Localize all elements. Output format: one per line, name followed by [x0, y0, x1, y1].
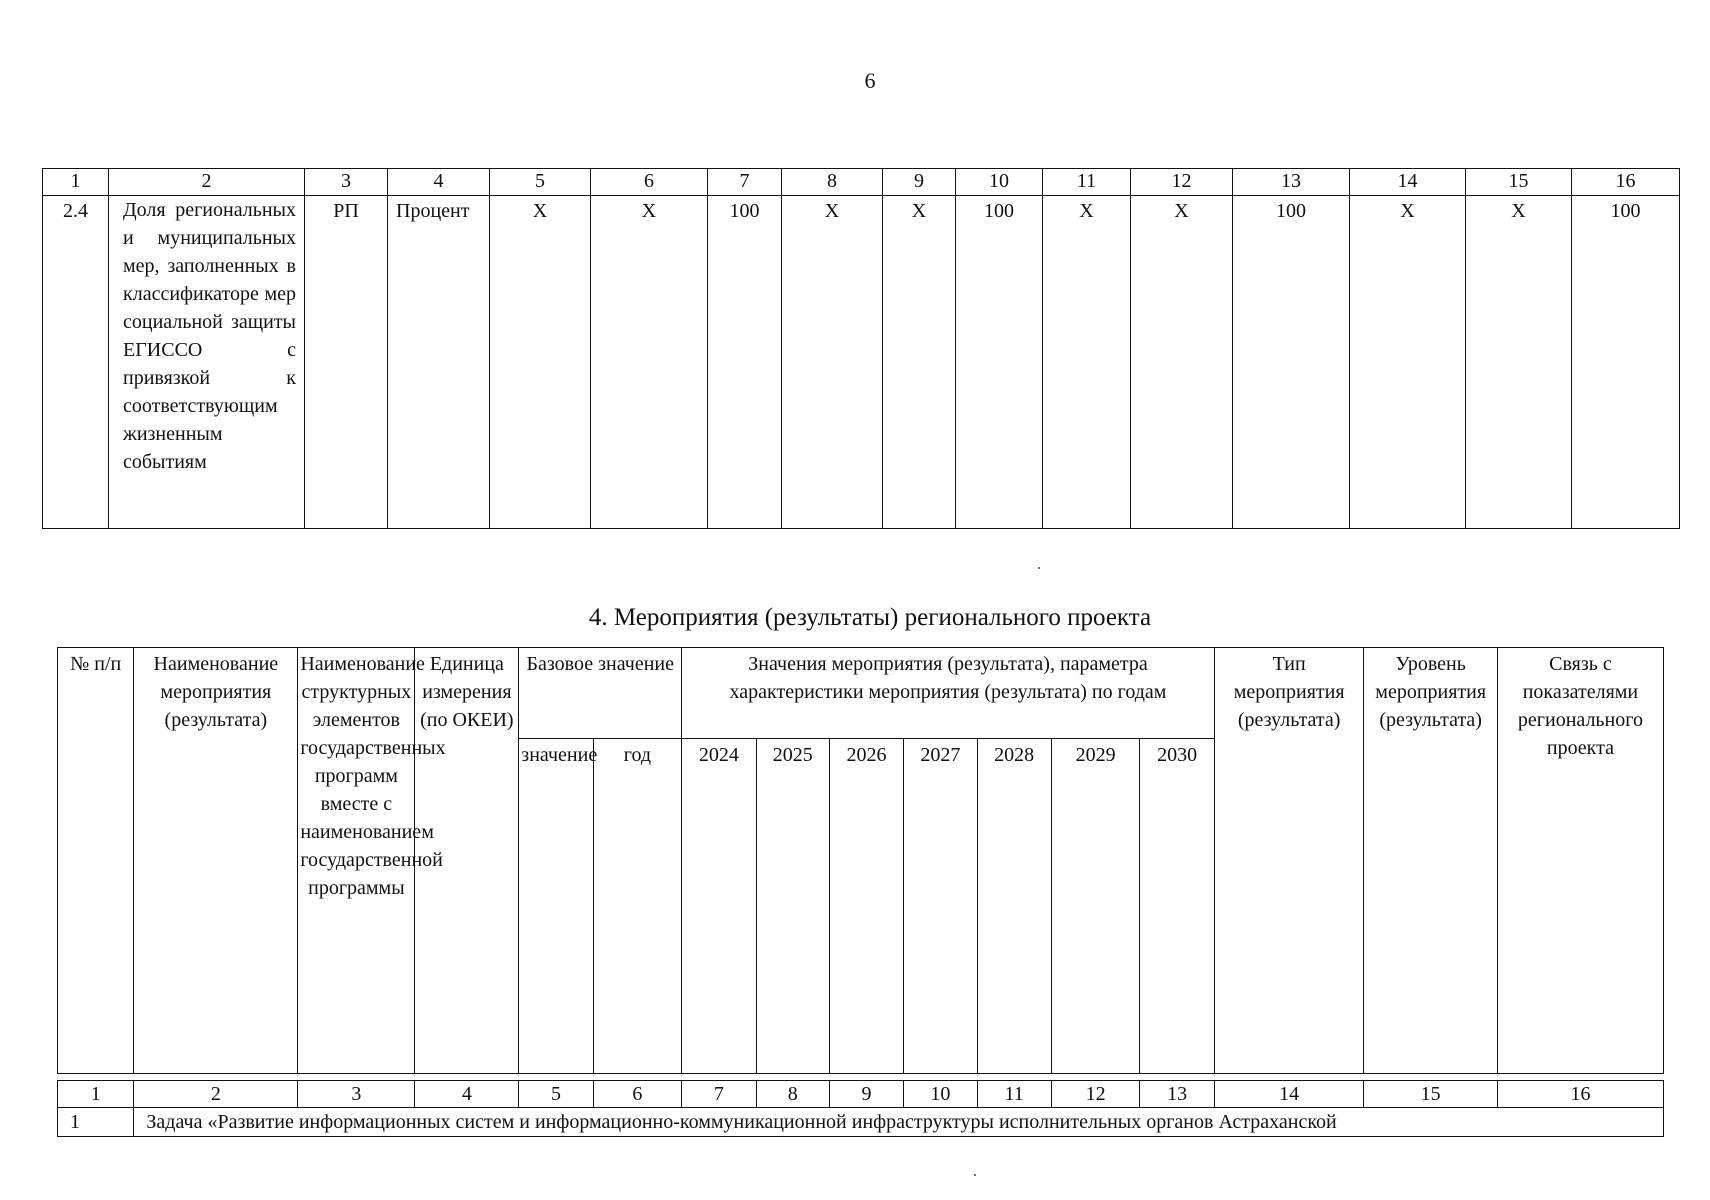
task-number: 1 — [58, 1108, 134, 1137]
header-year: 2026 — [829, 739, 903, 1074]
column-number: 8 — [782, 169, 883, 196]
column-number: 6 — [593, 1081, 682, 1108]
column-number: 10 — [904, 1081, 977, 1108]
indicators-table — [42, 168, 1680, 529]
page-number: 6 — [864, 68, 876, 93]
indicator-name: Доля региональных и муниципальных мер, заполненных в классификаторе мер социальной защиты ЕГИССО с привязкой к соответствующим жизненным событиям — [109, 196, 305, 529]
column-number: 8 — [756, 1081, 829, 1108]
column-number: 14 — [1214, 1081, 1364, 1108]
column-number: 16 — [1497, 1081, 1663, 1108]
column-number: 5 — [490, 169, 591, 196]
column-number: 3 — [298, 1081, 415, 1108]
indicator-value: X — [490, 196, 591, 529]
column-number: 11 — [977, 1081, 1051, 1108]
column-number: 7 — [682, 1081, 756, 1108]
header-link-indicators: Связь с показателями регионального проекта — [1497, 648, 1663, 1074]
row-number: 2.4 — [43, 196, 109, 529]
indicator-value: X — [1466, 196, 1572, 529]
activities-table — [57, 647, 1664, 1137]
indicator-value: X — [1350, 196, 1466, 529]
header-year: 2028 — [977, 739, 1051, 1074]
header-year: 2029 — [1051, 739, 1140, 1074]
header-number: № п/п — [58, 648, 134, 1074]
column-number: 5 — [519, 1081, 593, 1108]
column-numbers-row — [43, 169, 1680, 196]
column-number: 9 — [883, 169, 956, 196]
column-number: 2 — [134, 1081, 298, 1108]
indicator-value: X — [1131, 196, 1233, 529]
column-number: 14 — [1350, 169, 1466, 196]
section-title: 4. Мероприятия (результаты) регионального проекта — [588, 604, 1152, 631]
indicator-value: X — [883, 196, 956, 529]
column-number: 9 — [829, 1081, 903, 1108]
header-base-value-year: год — [593, 739, 682, 1074]
task-text: Задача «Развитие информационных систем и информационно-коммуникационной инфраструктуры исполнительных органов Астраханской — [134, 1108, 1664, 1137]
column-number: 11 — [1043, 169, 1131, 196]
scan-speck — [974, 1174, 976, 1176]
column-number: 1 — [43, 169, 109, 196]
indicator-row — [43, 196, 1680, 529]
indicator-value: 100 — [956, 196, 1043, 529]
column-number: 10 — [956, 169, 1043, 196]
column-number: 4 — [415, 1081, 519, 1108]
column-number: 6 — [591, 169, 708, 196]
column-number: 2 — [109, 169, 305, 196]
indicator-value: 100 — [1233, 196, 1350, 529]
column-number: 7 — [708, 169, 782, 196]
column-number: 3 — [305, 169, 388, 196]
task-row — [58, 1108, 1664, 1137]
header-year: 2025 — [756, 739, 829, 1074]
header-structural-elements: Наименование структурных элементов государственных программ вместе с наименованием государственной программы — [298, 648, 415, 1074]
indicator-value: X — [1043, 196, 1131, 529]
column-numbers-row — [58, 1081, 1664, 1108]
column-number: 4 — [388, 169, 490, 196]
column-number: 12 — [1051, 1081, 1140, 1108]
indicator-value: 100 — [708, 196, 782, 529]
column-number: 13 — [1233, 169, 1350, 196]
header-activity-name: Наименование мероприятия (результата) — [134, 648, 298, 1074]
column-number: 12 — [1131, 169, 1233, 196]
header-row-1 — [58, 648, 1664, 739]
column-number: 13 — [1140, 1081, 1214, 1108]
header-values-by-year: Значения мероприятия (результата), параметра характеристики мероприятия (результата) по годам — [682, 648, 1215, 739]
indicator-value: 100 — [1572, 196, 1680, 529]
header-year: 2030 — [1140, 739, 1214, 1074]
header-year: 2024 — [682, 739, 756, 1074]
indicator-unit: Процент — [388, 196, 490, 529]
header-activity-type: Тип мероприятия (результата) — [1214, 648, 1364, 1074]
column-number: 1 — [58, 1081, 134, 1108]
indicator-value: X — [591, 196, 708, 529]
indicator-level: РП — [305, 196, 388, 529]
header-activity-level: Уровень мероприятия (результата) — [1364, 648, 1497, 1074]
header-year: 2027 — [904, 739, 977, 1074]
scan-speck — [1038, 567, 1040, 569]
header-base-value-value: значение — [519, 739, 593, 1074]
header-unit: Единица измерения (по ОКЕИ) — [415, 648, 519, 1074]
column-number: 15 — [1364, 1081, 1497, 1108]
header-base-value: Базовое значение — [519, 648, 682, 739]
column-number: 16 — [1572, 169, 1680, 196]
column-number: 15 — [1466, 169, 1572, 196]
indicator-value: X — [782, 196, 883, 529]
table-gap — [58, 1074, 1664, 1081]
